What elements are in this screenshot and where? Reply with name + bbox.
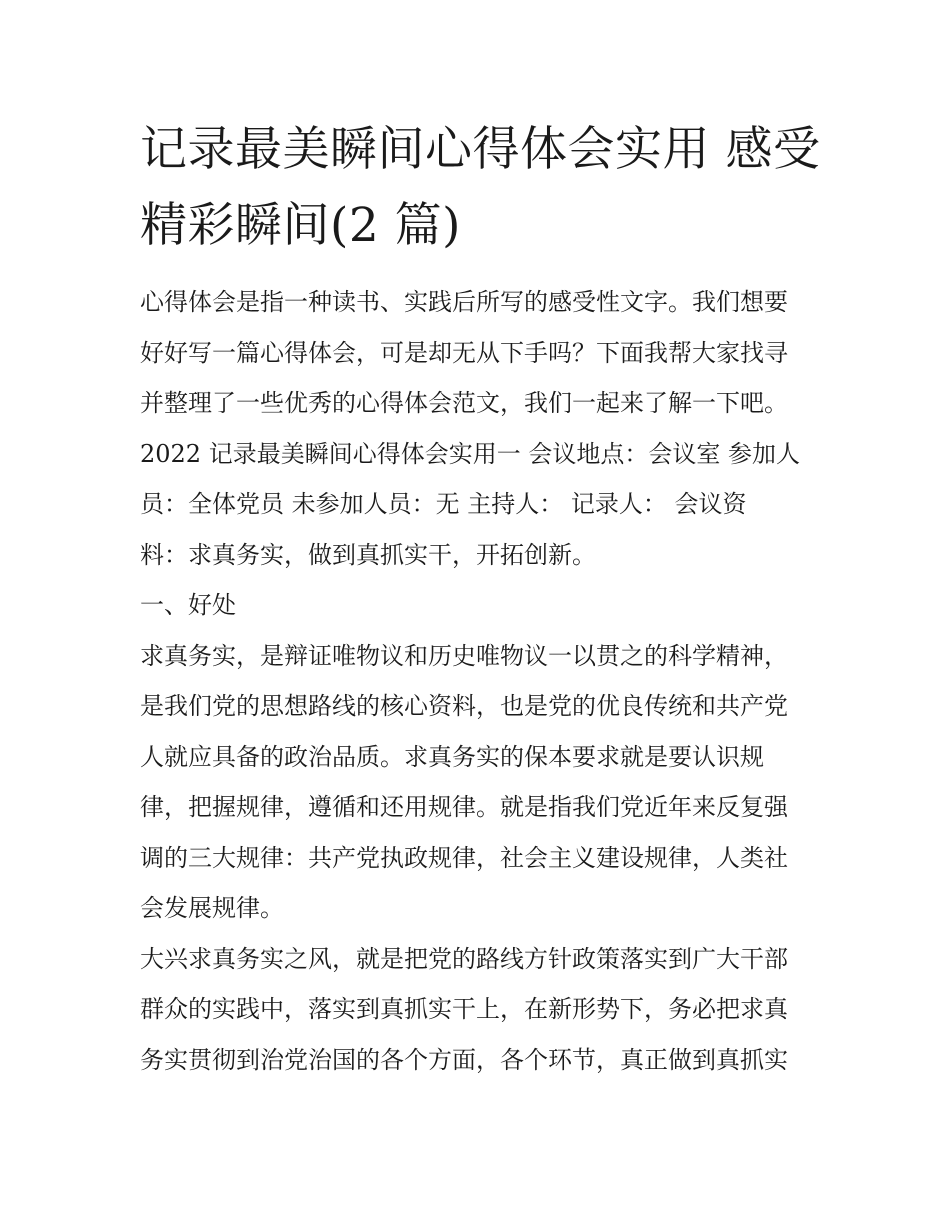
text-line: 大兴求真务实之风，就是把党的路线方针政策落实到广大干部 [140, 944, 788, 973]
section-heading: 一、好处 [140, 591, 236, 619]
text-line: 群众的实践中，落实到真抓实干上，在新形势下，务必把求真 [140, 995, 788, 1023]
text-line: 会发展规律。 [140, 894, 284, 922]
text-line: 人就应具备的政治品质。求真务实的保本要求就是要认识规 [140, 742, 764, 771]
text-line: 调的三大规律：共产党执政规律，社会主义建设规律，人类社 [140, 843, 788, 872]
text-line: 求真务实，是辩证唯物议和历史唯物议一以贯之的科学精神， [140, 641, 788, 670]
text-line: 心得体会是指一种读书、实践后所写的感受性文字。我们想要 [140, 288, 788, 316]
text-line: 务实贯彻到治党治国的各个方面，各个环节，真正做到真抓实 [140, 1045, 788, 1074]
text-line: 律，把握规律，遵循和还用规律。就是指我们党近年来反复强 [140, 793, 788, 821]
text-line: 并整理了一些优秀的心得体会范文，我们一起来了解一下吧。 [140, 389, 788, 417]
text-line: 是我们党的思想路线的核心资料，也是党的优良传统和共产党 [140, 692, 788, 720]
text-line: 好好写一篇心得体会，可是却无从下手吗？下面我帮大家找寻 [140, 338, 788, 367]
text-line: 2022 记录最美瞬间心得体会实用一 会议地点：会议室 参加人 [140, 439, 800, 468]
text-line: 料：求真务实，做到真抓实干，开拓创新。 [140, 540, 596, 569]
document-title: 记录最美瞬间心得体会实用 感受精彩瞬间(2 篇) [140, 122, 821, 253]
text-line: 员：全体党员 未参加人员：无 主持人： 记录人： 会议资 [140, 490, 747, 518]
document-body [140, 277, 820, 1085]
